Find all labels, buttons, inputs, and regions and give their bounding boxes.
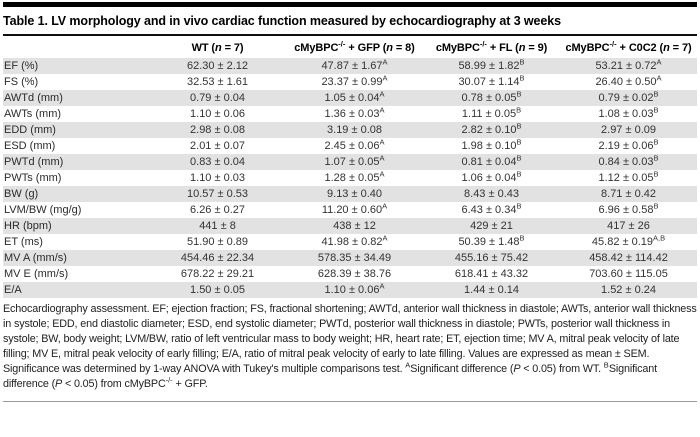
- echo-table: [3, 36, 697, 298]
- table-cell: $2.82 \pm 0.10^B$: [461, 121, 522, 136]
- table-header: [3, 36, 697, 58]
- table-cell: 8.43 ± 0.43: [464, 188, 519, 200]
- table-cell: 441 ± 8: [199, 220, 236, 232]
- table-cell: 0.83 ± 0.04: [190, 156, 245, 168]
- table-cell: $1.05 \pm 0.04^A$: [324, 89, 385, 104]
- row-label: E/A: [4, 284, 22, 296]
- table-cell: $1.36 \pm 0.03^A$: [324, 105, 385, 120]
- table-cell: $2.19 \pm 0.06^B$: [598, 137, 659, 152]
- table-cell: 9.13 ± 0.40: [327, 188, 382, 200]
- table-cell: 618.41 ± 43.32: [454, 268, 529, 280]
- table-body: [3, 58, 697, 298]
- table-row: [3, 138, 697, 154]
- column-header: cMyBPC-/- + GFP (n = 8): [294, 39, 415, 54]
- table-row: [3, 202, 697, 218]
- table-cell: 1.52 ± 0.24: [601, 284, 656, 296]
- table-row: [3, 218, 697, 234]
- table-cell: 1.50 ± 0.05: [190, 284, 245, 296]
- table-cell: $1.11 \pm 0.05^B$: [461, 105, 522, 120]
- table-cell: $11.20 \pm 0.60^A$: [321, 201, 388, 216]
- table-cell: 455.16 ± 75.42: [454, 252, 529, 264]
- row-label: MV A (mm/s): [4, 252, 67, 264]
- table-cell: 628.39 ± 38.76: [317, 268, 392, 280]
- table-cell: 32.53 ± 1.61: [186, 76, 249, 88]
- table-cell: 438 ± 12: [333, 220, 376, 232]
- table-cell: 454.46 ± 22.34: [180, 252, 255, 264]
- table-row: [3, 106, 697, 122]
- table-cell: 62.30 ± 2.12: [186, 60, 249, 72]
- table-cell: $50.39 \pm 1.48^B$: [458, 233, 525, 248]
- table-cell: $1.08 \pm 0.03^B$: [598, 105, 659, 120]
- row-label: MV E (mm/s): [4, 268, 69, 280]
- table-cell: $6.96 \pm 0.58^B$: [598, 201, 659, 216]
- table-cell: $53.21 \pm 0.72^A$: [595, 57, 662, 72]
- table-cell: 10.57 ± 0.53: [186, 188, 249, 200]
- row-label-header: [3, 36, 149, 58]
- row-label: EDD (mm): [4, 124, 56, 136]
- table-cell: 578.35 ± 34.49: [317, 252, 392, 264]
- table-cell: 6.26 ± 0.27: [190, 204, 245, 216]
- table-row: [3, 58, 697, 74]
- table-cell: $47.87 \pm 1.67^A$: [321, 57, 388, 72]
- column-header: cMyBPC-/- + C0C2 (n = 7): [565, 39, 692, 54]
- row-label: AWTd (mm): [4, 92, 63, 104]
- table-cell: $30.07 \pm 1.14^B$: [458, 73, 525, 88]
- row-label: FS (%): [4, 76, 39, 88]
- table-row: [3, 170, 697, 186]
- table-cell: $1.07 \pm 0.05^A$: [324, 153, 385, 168]
- table-row: [3, 186, 697, 202]
- table-row: [3, 90, 697, 106]
- table-cell: 458.42 ± 114.42: [589, 252, 668, 264]
- table-cell: $0.78 \pm 0.05^B$: [461, 89, 522, 104]
- bottom-rule: [3, 401, 697, 402]
- table-row: [3, 250, 697, 266]
- table-cell: 51.90 ± 0.89: [186, 236, 249, 248]
- table-cell: 2.97 ± 0.09: [601, 124, 656, 136]
- table-row: [3, 74, 697, 90]
- table-cell: $58.99 \pm 1.82^B$: [458, 57, 525, 72]
- table-cell: 2.98 ± 0.08: [190, 124, 245, 136]
- table-title: Table 1. LV morphology and in vivo cardiac function measured by echocardiography at 3 weeks: [3, 14, 561, 28]
- table-row: [3, 154, 697, 170]
- table-cell: 678.22 ± 29.21: [180, 268, 255, 280]
- table-cell: $45.82 \pm 0.19^{A,B}$: [591, 233, 666, 248]
- table-cell: $41.98 \pm 0.82^A$: [321, 233, 388, 248]
- table-row: [3, 234, 697, 250]
- table-cell: 8.71 ± 0.42: [601, 188, 656, 200]
- table-cell: $0.84 \pm 0.03^B$: [598, 153, 659, 168]
- row-label: LVM/BW (mg/g): [4, 204, 82, 216]
- table-row: [3, 266, 697, 282]
- table-cell: 429 ± 21: [470, 220, 513, 232]
- table-cell: $1.10 \pm 0.06^A$: [324, 281, 385, 296]
- row-label: ESD (mm): [4, 140, 56, 152]
- table-footnote: Echocardiography assessment. EF; ejection fraction; FS, fractional shortening; AWTd, anterior wall thickness in diastole; AWTs, anterior wall thickness in systole; EDD, end diastolic diameter; ESD, end systolic diameter; PWTd, posterior wall thickness in diastole; PWTs, posterior wall thickness in systole; BW, body weight; LVM/BW, ratio of left ventricular mass to body weight; HR, heart rate; ET, ejection time; MV A, mitral peak velocity of late filling; MV E, mitral peak velocity of early filling; E/A, ratio of mitral peak velocity of early to late filling. Values are expressed as mean ± SEM. Significance was determined by 1-way ANOVA with Tukey's multiple comparisons test. $^A$Significant difference (P < 0.05) from WT. $^B$Significant difference (P < 0.05) from cMyBPC-/- + GFP.: [3, 303, 697, 390]
- table-cell: $6.43 \pm 0.34^B$: [461, 201, 522, 216]
- table-cell: 417 ± 26: [607, 220, 650, 232]
- row-label: AWTs (mm): [4, 108, 62, 120]
- row-label: EF (%): [4, 60, 39, 72]
- table-cell: 1.10 ± 0.06: [190, 108, 245, 120]
- row-label: BW (g): [4, 188, 39, 200]
- table-cell: 3.19 ± 0.08: [327, 124, 382, 136]
- table-cell: $0.81 \pm 0.04^B$: [461, 153, 522, 168]
- table-cell: $0.79 \pm 0.02^B$: [598, 89, 659, 104]
- row-label: HR (bpm): [4, 220, 52, 232]
- header-row: [3, 36, 697, 58]
- table-cell: $2.45 \pm 0.06^A$: [324, 137, 385, 152]
- row-label: ET (ms): [4, 236, 43, 248]
- table-row: [3, 122, 697, 138]
- column-header: cMyBPC-/- + FL (n = 9): [435, 39, 548, 54]
- table-figure: [0, 2, 700, 402]
- table-cell: 0.79 ± 0.04: [190, 92, 245, 104]
- row-label: PWTd (mm): [4, 156, 64, 168]
- table-cell: $23.37 \pm 0.99^A$: [321, 73, 388, 88]
- table-cell: 2.01 ± 0.07: [190, 140, 245, 152]
- column-header: WT (n = 7): [191, 42, 244, 54]
- top-rule: [3, 2, 697, 7]
- table-cell: 703.60 ± 115.05: [589, 268, 668, 280]
- table-cell: $26.40 \pm 0.50^A$: [595, 73, 662, 88]
- table-row: [3, 282, 697, 298]
- table-cell: $1.28 \pm 0.05^A$: [324, 169, 385, 184]
- table-cell: $1.12 \pm 0.05^B$: [598, 169, 659, 184]
- table-cell: $1.98 \pm 0.10^B$: [461, 137, 522, 152]
- row-label: PWTs (mm): [4, 172, 62, 184]
- table-cell: 1.10 ± 0.03: [190, 172, 245, 184]
- table-cell: 1.44 ± 0.14: [464, 284, 519, 296]
- table-cell: $1.06 \pm 0.04^B$: [461, 169, 522, 184]
